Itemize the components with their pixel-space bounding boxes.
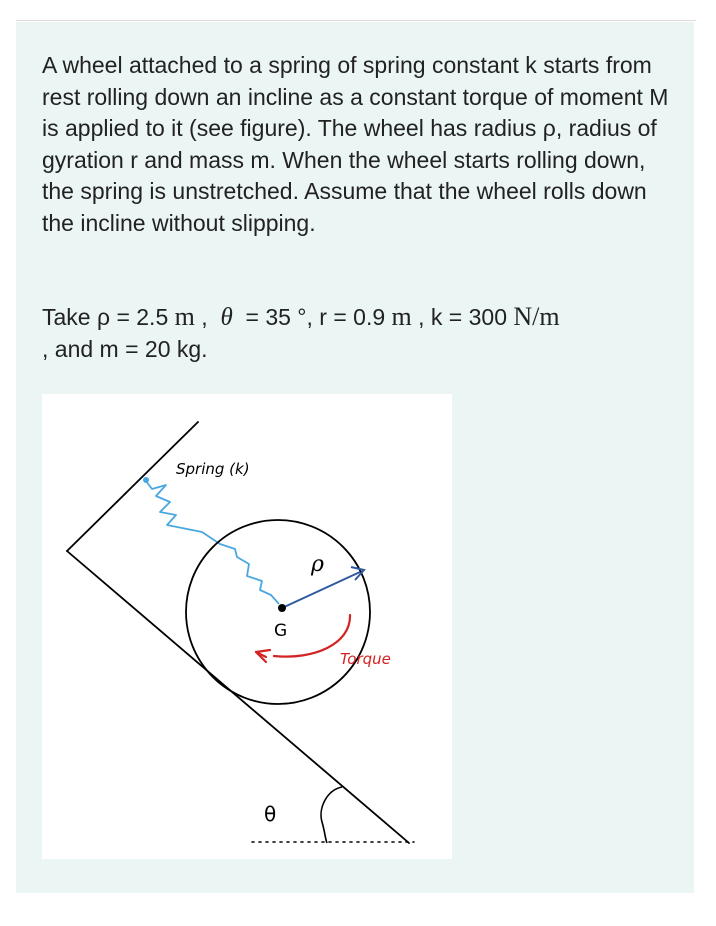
theta-symbol: θ xyxy=(220,304,233,331)
unit-n-per-m: N/m xyxy=(513,302,560,331)
radius-arrow xyxy=(282,572,360,608)
top-divider xyxy=(16,20,696,21)
given-rho: Take ρ = 2.5 xyxy=(42,304,169,330)
center-label: G xyxy=(274,621,288,641)
separator: , xyxy=(201,304,208,330)
torque-label: Torque xyxy=(340,650,391,668)
problem-givens xyxy=(42,301,682,365)
unit-m: m xyxy=(174,302,195,331)
angle-arc xyxy=(321,787,342,843)
problem-figure xyxy=(42,394,452,859)
center-point xyxy=(278,604,286,612)
spring-coil xyxy=(146,481,279,604)
angle-label: θ xyxy=(264,802,277,826)
unit-m-2: m xyxy=(391,302,412,331)
given-r: , r = 0.9 xyxy=(306,304,386,330)
spring-label: Spring (k) xyxy=(176,460,250,478)
wall-line xyxy=(67,422,198,551)
problem-statement: A wheel attached to a spring of spring constant k starts from rest rolling down an incline as a constant torque of moment M is applied to it (see figure). The wheel has radius ρ, radius of gyration r and mass m. When the wheel starts rolling down, the spring is unstretched. Assume that the wheel rolls down the incline without slipping. xyxy=(42,52,669,236)
given-mass: , and m = 20 kg. xyxy=(42,335,208,362)
given-k: , k = 300 xyxy=(418,304,508,330)
given-theta: = 35 ° xyxy=(239,304,307,330)
incline-line xyxy=(67,551,409,843)
rho-label: ρ xyxy=(311,552,324,577)
spring-anchor xyxy=(143,477,149,483)
figure-drawing xyxy=(42,394,452,859)
